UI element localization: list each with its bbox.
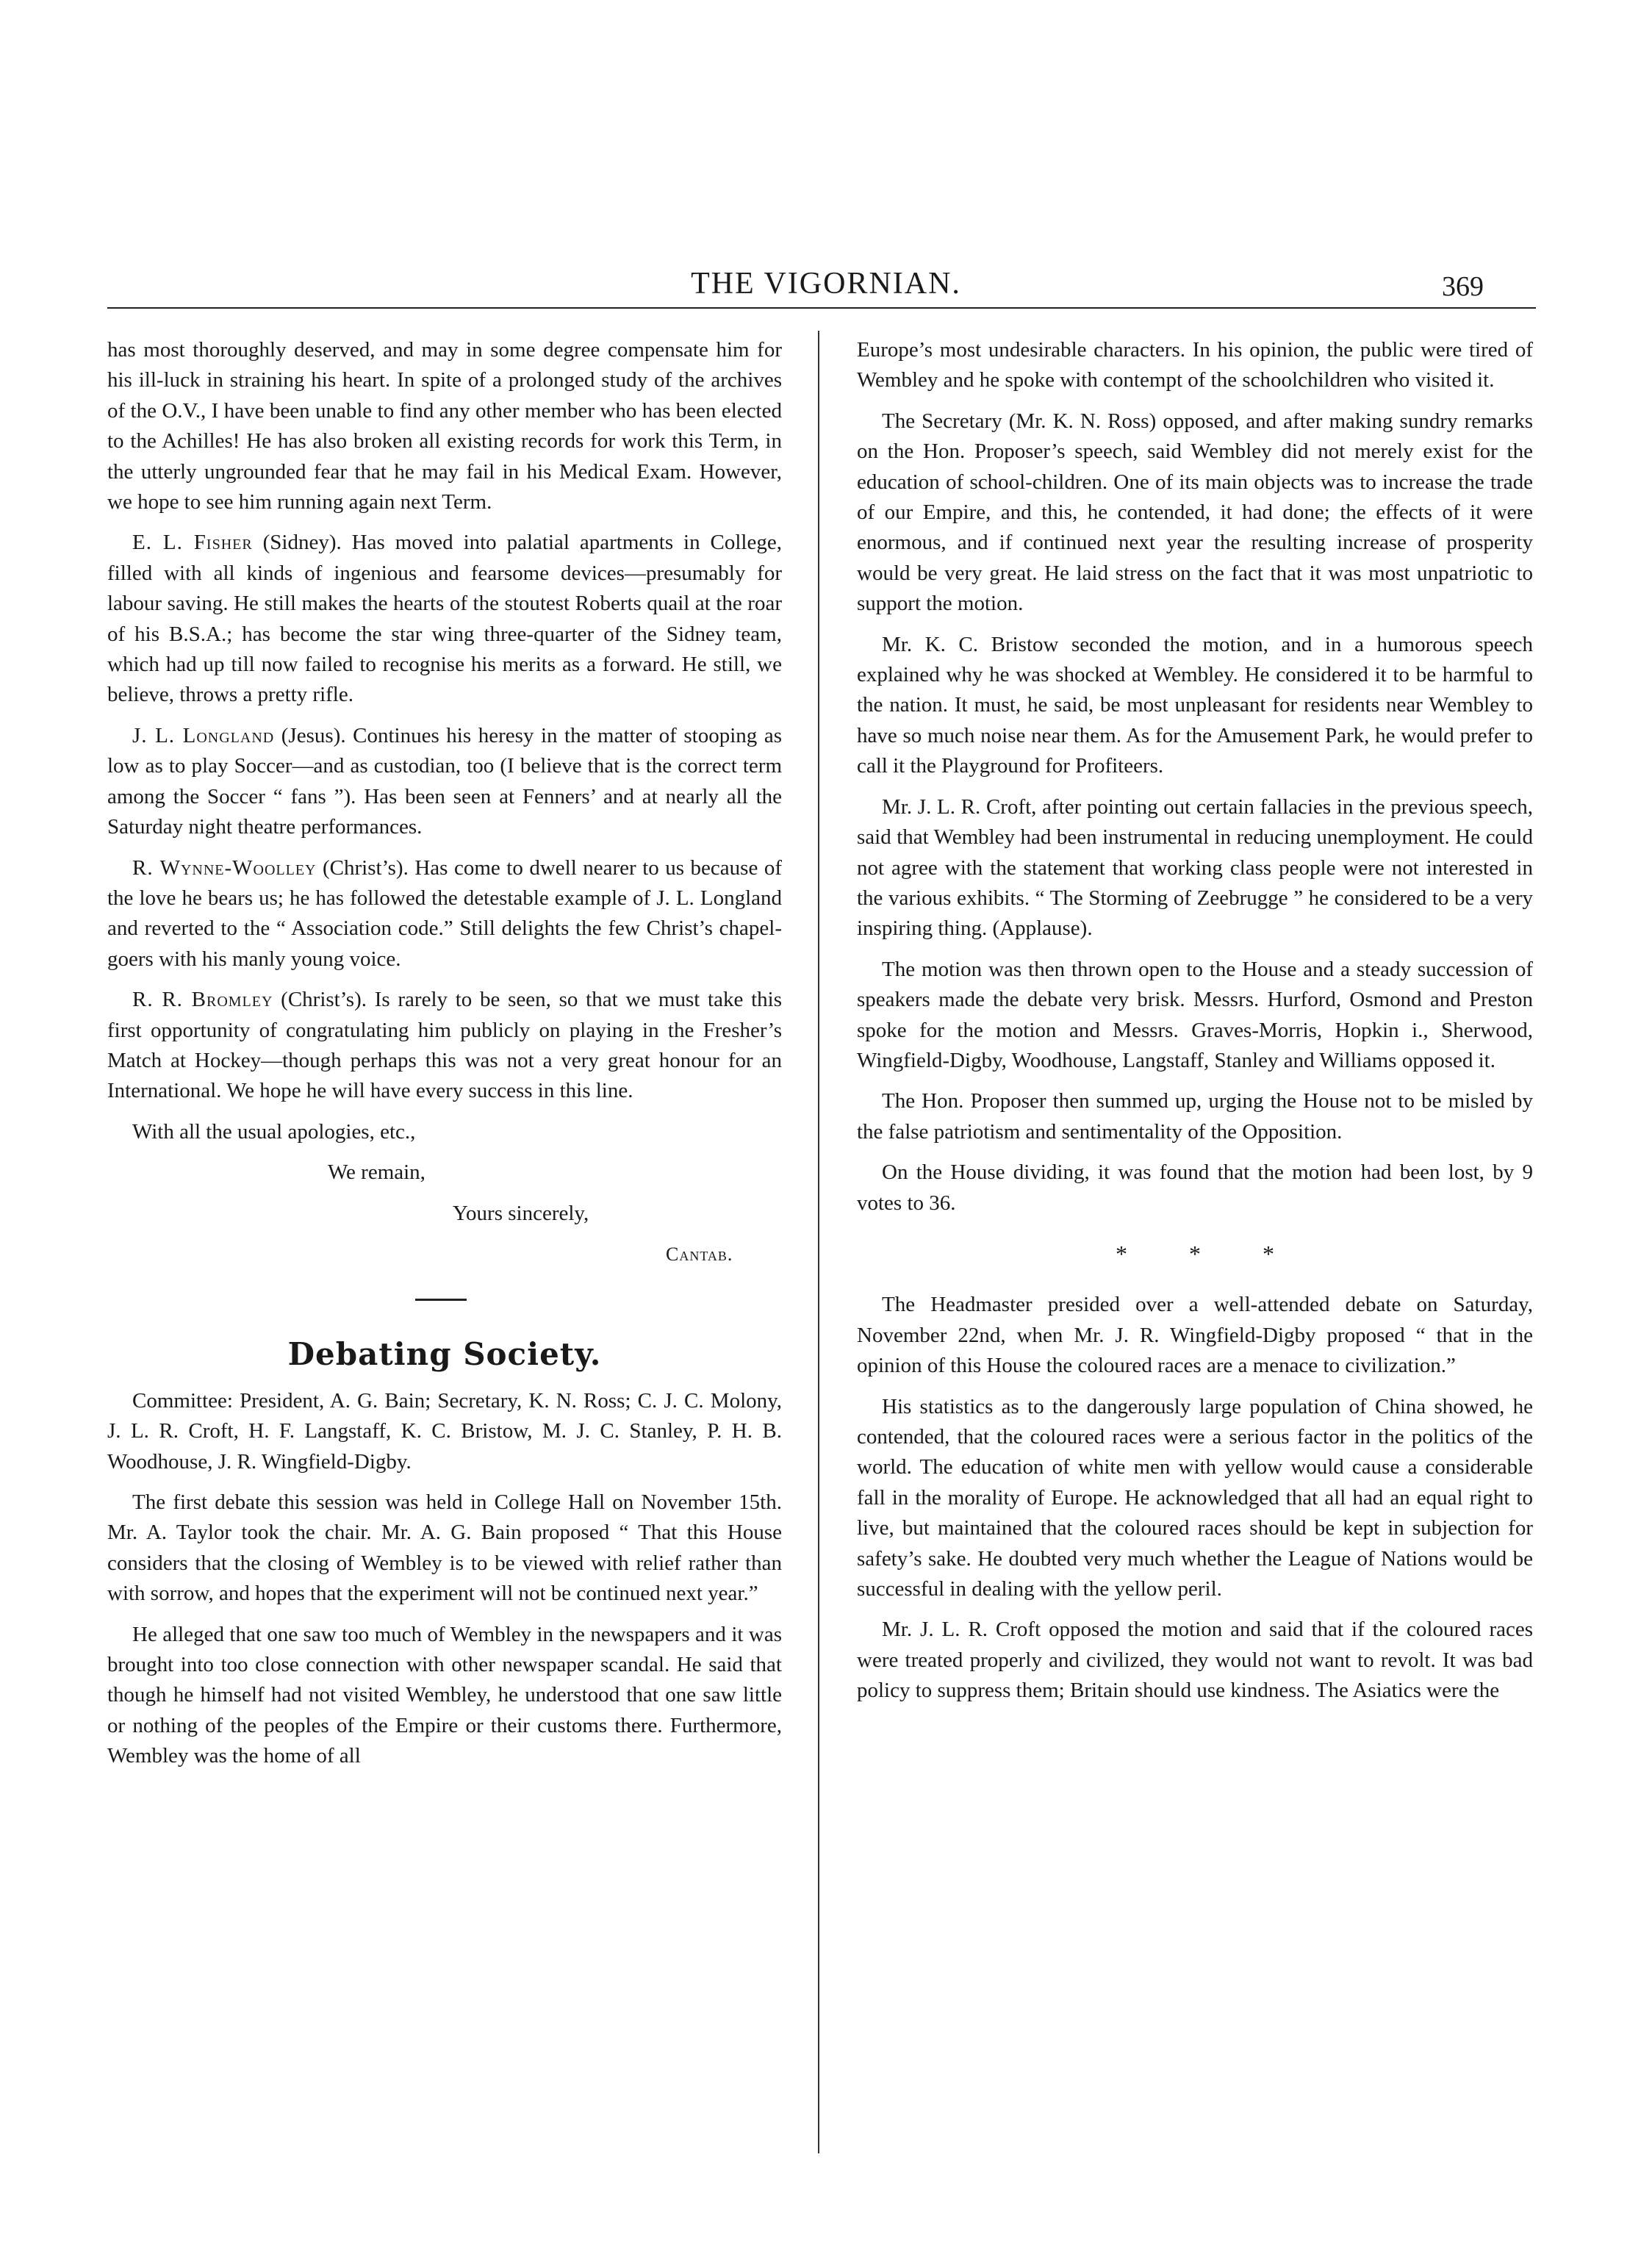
entry-text: (Christ’s). Has come to dwell nearer to us because of the love he bears us; he has followed the detestable example of J. L. Longland and reverted to the “ Association code.” Still delights the few Christ’s chapel-goers with his manly young voice. (107, 855, 782, 971)
entry-name: R. Wynne-Woolley (132, 855, 317, 880)
entry-wynne-woolley (107, 853, 782, 975)
paragraph-continuation: has most thoroughly deserved, and may in some degree compensate him for his ill-luck in straining his heart. In spite of a prolonged study of the archives of the O.V., I have been unable to find any other member who has been elected to the Achilles! He has also broken all existing records for work this Term, in the utterly ungrounded fear that he may fail in his Medical Exam. However, we hope to see him running again next Term. (107, 338, 782, 514)
committee-list: Committee: President, A. G. Bain; Secretary, K. N. Ross; C. J. C. Molony, J. L. R. Croft, H. F. Langstaff, K. C. Bristow, M. J. C. Stanley, P. H. B. Woodhouse, J. R. Wingfield-Digby. (107, 1388, 782, 1474)
closing-apologies: With all the usual apologies, etc., (132, 1119, 416, 1144)
section-divider-rule (415, 1299, 467, 1301)
entry-text: (Jesus). Continues his heresy in the matter of stooping as low as to play Soccer—and as custodian, too (I believe that is the correct term among the Soccer “ fans ”). Has been seen at Fenners’ and at nearly all the Saturday night theatre performances. (107, 723, 782, 839)
section-heading: Debating Society. (287, 1336, 602, 1373)
running-header-title: THE VIGORNIAN. (691, 267, 961, 301)
page-number: 369 (1442, 271, 1484, 302)
debate-paragraph: The first debate this session was held in College Hall on November 15th. Mr. A. Taylor took the chair. Mr. A. G. Bain proposed “ That this House considers that the closing of Wembley is to be viewed with relief rather than with sorrow, and hopes that the experiment will not be continued next year.” (107, 1490, 782, 1606)
debate-paragraph: His statistics as to the dangerously large population of China showed, he contended, that the coloured races were a serious factor in the politics of the world. The education of white men with yellow would cause a considerable fall in the morality of Europe. He acknowledged that all had an equal right to live, but maintained that the coloured races should be kept in subjection for safety’s sake. He doubted very much whether the League of Nations would be successful in dealing with the yellow peril. (857, 1394, 1533, 1601)
closing-we-remain: We remain, (328, 1160, 425, 1185)
right-column (857, 335, 1533, 1717)
entry-name: J. L. Longland (132, 723, 275, 747)
debate-paragraph: The Hon. Proposer then summed up, urging the House not to be misled by the false patriotism and sentimentality of the Opposition. (857, 1089, 1533, 1144)
entry-text: (Sidney). Has moved into palatial apartments in College, filled with all kinds of ingenious and fearsome devices—presumably for labour saving. He still makes the hearts of the stoutest Roberts quail at the roar of his B.S.A.; has become the star wing three-quarter of the Sidney team, which had up till now failed to recognise his merits as a forward. He still, we believe, throws a pretty rifle. (107, 531, 782, 707)
asterism-divider: * * * (1116, 1240, 1302, 1267)
entry-bromley (107, 985, 782, 1107)
debate-paragraph: On the House dividing, it was found that the motion had been lost, by 9 votes to 36. (857, 1160, 1533, 1215)
entry-name: E. L. Fisher (132, 531, 253, 555)
header-rule (107, 307, 1536, 309)
signature: Cantab. (666, 1243, 733, 1265)
column-divider (818, 331, 819, 2153)
debate-paragraph: The Headmaster presided over a well-attended debate on Saturday, November 22nd, when Mr. J. R. Wingfield-Digby proposed “ that in the opinion of this House the coloured races are a menace to civilization.” (857, 1293, 1533, 1378)
entry-longland (107, 721, 782, 843)
entry-fisher (107, 528, 782, 710)
entry-text: (Christ’s). Is rarely to be seen, so that we must take this first opportunity of congratulating him publicly on playing in the Fresher’s Match at Hockey—though perhaps this was not a very great honour for an International. We hope he will have every success in this line. (107, 988, 782, 1103)
closing-yours-sincerely: Yours sincerely, (453, 1201, 589, 1225)
debate-paragraph: The Secretary (Mr. K. N. Ross) opposed, and after making sundry remarks on the Hon. Proposer’s speech, said Wembley did not merely exist for the education of school-children. One of its main objects was to increase the trade of our Empire, and this, he contended, it had done; the effects of it were enormous, and if continued next year the resulting increase of prosperity would be very great. He laid stress on the fact that it was most unpatriotic to support the motion. (857, 409, 1533, 616)
debate-paragraph: Mr. J. L. R. Croft opposed the motion and said that if the coloured races were treated properly and civilized, they would not want to revolt. It was bad policy to suppress them; Britain should use kindness. The Asiatics were the (857, 1618, 1533, 1703)
debate-paragraph: He alleged that one saw too much of Wembley in the newspapers and it was brought into too close connection with other newspaper scandal. He said that though he himself had not visited Wembley, he understood that one saw little or nothing of the peoples of the Empire or their customs there. Furthermore, Wembley was the home of all (107, 1622, 782, 1768)
paragraph-continuation: Europe’s most undesirable characters. In his opinion, the public were tired of Wembley and he spoke with contempt of the schoolchildren who visited it. (857, 338, 1533, 392)
debate-paragraph: Mr. K. C. Bristow seconded the motion, and in a humorous speech explained why he was shocked at Wembley. He considered it to be harmful to the nation. It must, he said, be most unpleasant for residents near Wembley to have so much noise near them. As for the Amusement Park, he would prefer to call it the Playground for Profiteers. (857, 632, 1533, 778)
debate-paragraph: The motion was then thrown open to the House and a steady succession of speakers made the debate very brisk. Messrs. Hurford, Osmond and Preston spoke for the motion and Messrs. Graves-Morris, Hopkin i., Sherwood, Wingfield-Digby, Woodhouse, Langstaff, Stanley and Williams opposed it. (857, 957, 1533, 1072)
left-column (107, 335, 782, 1782)
letter-closing (107, 1117, 782, 1270)
debate-paragraph: Mr. J. L. R. Croft, after pointing out certain fallacies in the previous speech, said that Wembley had been instrumental in reducing unemployment. He could not agree with the statement that working class people were not interested in the various exhibits. “ The Storming of Zeebrugge ” he considered to be a very inspiring thing. (Applause). (857, 794, 1533, 941)
entry-name: R. R. Bromley (132, 988, 273, 1012)
